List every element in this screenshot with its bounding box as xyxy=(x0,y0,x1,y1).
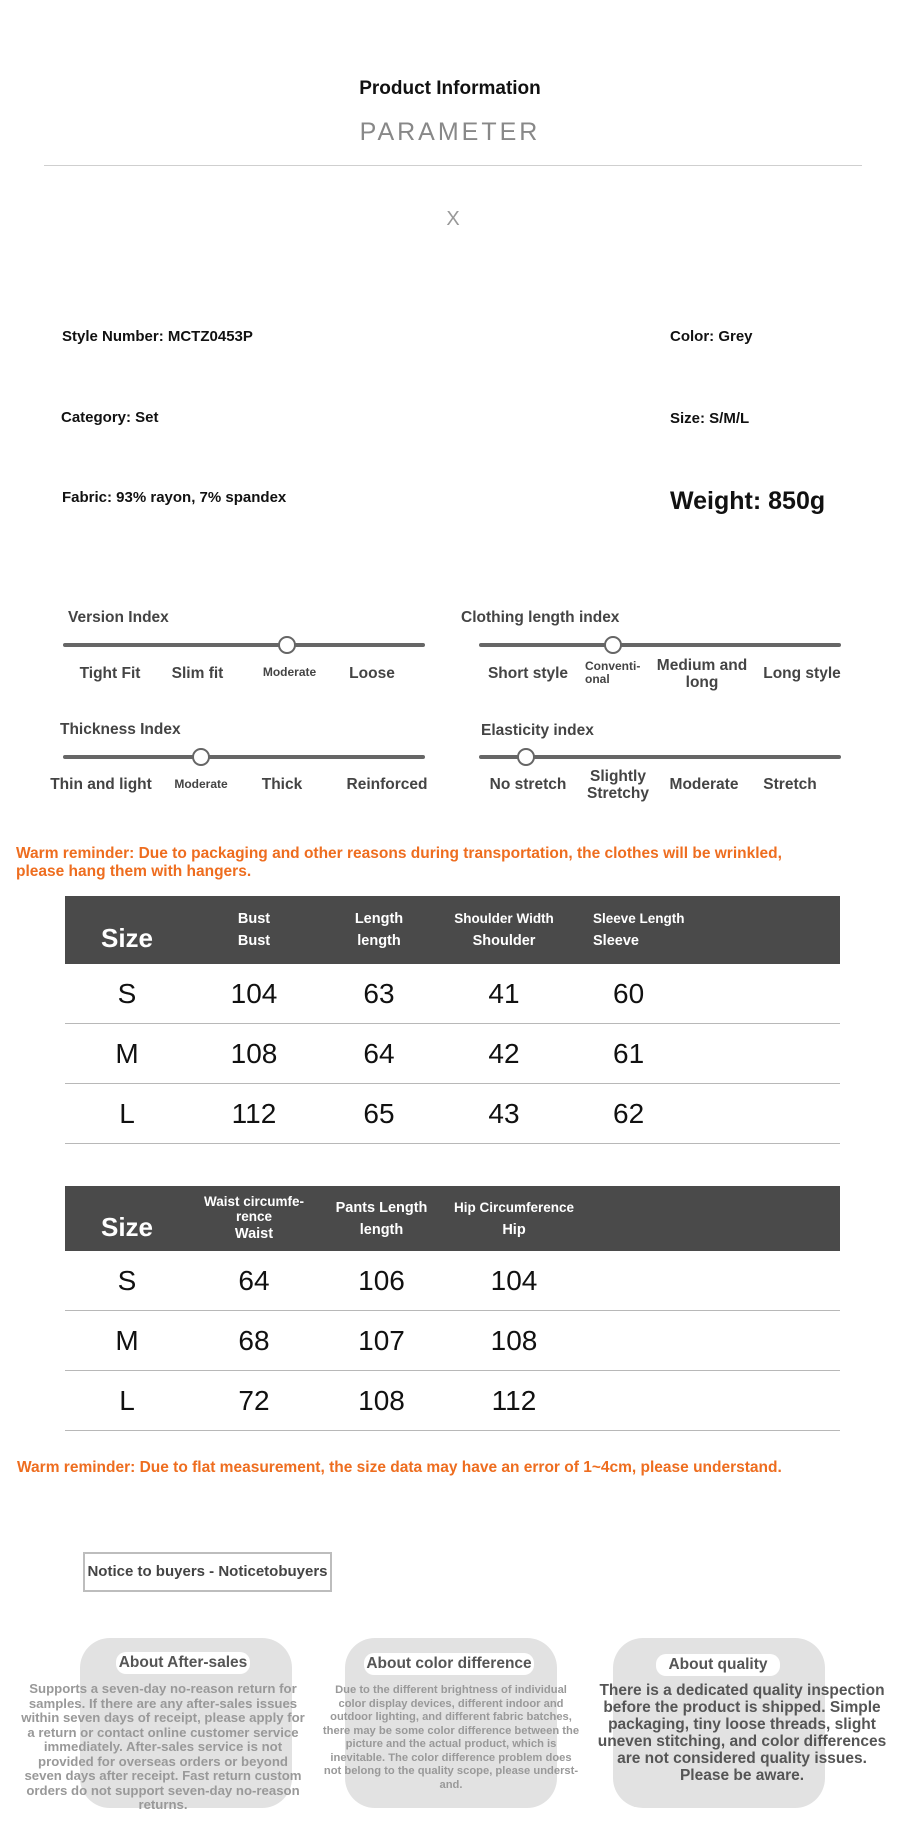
version-label-tight: Tight Fit xyxy=(79,665,141,682)
value-cell: 64 xyxy=(189,1251,319,1311)
value-cell: 42 xyxy=(439,1024,569,1084)
value-cell: 104 xyxy=(444,1251,584,1311)
notice-title: Notice to buyers - Noticetobuyers xyxy=(83,1552,332,1592)
close-icon: X xyxy=(446,208,460,230)
thickness-index-knob xyxy=(192,748,210,766)
value-cell: 60 xyxy=(569,964,733,1024)
header-divider xyxy=(44,165,862,166)
elasticity-label-stretch: Stretch xyxy=(763,776,817,793)
version-index-track xyxy=(63,643,425,647)
size-cell: S xyxy=(65,964,189,1024)
length-label-conventional: Conventi- onal xyxy=(585,659,641,686)
top-header-length-2: length xyxy=(357,933,401,949)
bottom-header-pants-1: Pants Length xyxy=(335,1199,428,1216)
packaging-warning: Warm reminder: Due to packaging and other reasons during transportation, the clothes will be wrinkled, please hang them with hangers. xyxy=(16,845,782,880)
table-row xyxy=(65,1251,840,1311)
elasticity-index-title: Elasticity index xyxy=(481,722,594,739)
top-size-header: Size xyxy=(100,923,154,953)
table-row xyxy=(65,1024,840,1084)
value-cell: 68 xyxy=(189,1311,319,1371)
version-index-title: Version Index xyxy=(68,609,169,626)
table-row xyxy=(65,1311,840,1371)
elasticity-label-slight: Slightly Stretchy xyxy=(586,768,650,802)
value-cell: 108 xyxy=(189,1024,319,1084)
color-difference-title: About color difference xyxy=(364,1653,534,1675)
version-label-loose: Loose xyxy=(349,665,395,682)
elasticity-index-knob xyxy=(517,748,535,766)
value-cell: 65 xyxy=(319,1084,439,1144)
thickness-index-track xyxy=(63,755,425,759)
version-label-slim: Slim fit xyxy=(171,665,224,682)
bottom-header-waist-1: Waist circumfe- rence xyxy=(203,1193,305,1224)
value-cell: 63 xyxy=(319,964,439,1024)
size-cell: S xyxy=(65,1251,189,1311)
size-cell: M xyxy=(65,1024,189,1084)
value-cell: 112 xyxy=(444,1371,584,1431)
value-cell: 64 xyxy=(319,1024,439,1084)
length-index-title: Clothing length index xyxy=(461,609,620,626)
bottom-table-header xyxy=(65,1186,840,1251)
length-label-medium-long: Medium and long xyxy=(656,657,748,691)
version-label-moderate: Moderate xyxy=(262,665,317,679)
color-difference-text: Due to the different brightness of individual color display devices, different indoor and outdoor lighting, and different fabric batches, there may be some color difference between the picture and the actual product, which is inevitable. The color difference problem does not belong to the quality scope, please underst-and. xyxy=(322,1684,580,1791)
weight-attribute: Weight: 850g xyxy=(670,487,826,515)
style-number: Style Number: MCTZ0453P xyxy=(62,328,253,345)
size-attribute: Size: S/M/L xyxy=(670,410,750,427)
top-header-shoulder-1: Shoulder Width xyxy=(454,911,554,926)
size-cell: L xyxy=(65,1084,189,1144)
table-row xyxy=(65,964,840,1024)
table-row xyxy=(65,1371,840,1431)
top-header-shoulder-2: Shoulder xyxy=(472,933,536,949)
fabric-attribute: Fabric: 93% rayon, 7% spandex xyxy=(62,489,287,506)
value-cell: 106 xyxy=(319,1251,444,1311)
thickness-index-title: Thickness Index xyxy=(60,721,181,738)
measurement-warning: Warm reminder: Due to flat measurement, the size data may have an error of 1~4cm, please understand. xyxy=(17,1459,782,1476)
version-index-knob xyxy=(278,636,296,654)
size-cell: L xyxy=(65,1371,189,1431)
value-cell: 41 xyxy=(439,964,569,1024)
thickness-label-reinforced: Reinforced xyxy=(346,776,428,793)
after-sales-title: About After-sales xyxy=(116,1652,250,1674)
color-attribute: Color: Grey xyxy=(670,328,753,345)
value-cell: 72 xyxy=(189,1371,319,1431)
top-table-header xyxy=(65,896,840,964)
page-subtitle: PARAMETER xyxy=(359,118,541,146)
thickness-label-moderate: Moderate xyxy=(174,777,228,791)
value-cell: 108 xyxy=(319,1371,444,1431)
elasticity-label-none: No stretch xyxy=(489,776,567,793)
length-index-knob xyxy=(604,636,622,654)
top-header-bust-2: Bust xyxy=(237,933,271,949)
top-header-sleeve-2: Sleeve xyxy=(593,933,639,949)
quality-text: There is a dedicated quality inspection before the product is shipped. Simple packaging, tiny loose threads, slight uneven stitching, and color differences are not considered quality issues. Please be aware. xyxy=(597,1682,887,1784)
thickness-label-thin: Thin and light xyxy=(50,776,152,793)
after-sales-text: Supports a seven-day no-reason return for samples. If there are any after-sales issues within seven days of receipt, please apply for a return or contact online customer service immediately. After-sales service is not provided for overseas orders or beyond seven days after receipt. Fast return custom orders do not support seven-day no-reason returns. xyxy=(21,1681,305,1812)
length-index-track xyxy=(479,643,841,647)
value-cell: 104 xyxy=(189,964,319,1024)
value-cell: 61 xyxy=(569,1024,733,1084)
table-row xyxy=(65,1084,840,1144)
length-label-long: Long style xyxy=(763,665,841,682)
elasticity-label-moderate: Moderate xyxy=(669,776,739,793)
top-header-bust-1: Bust xyxy=(237,911,271,927)
value-cell: 112 xyxy=(189,1084,319,1144)
top-size-table xyxy=(65,896,840,1144)
length-label-short: Short style xyxy=(487,665,569,682)
value-cell: 108 xyxy=(444,1311,584,1371)
bottom-header-pants-2: length xyxy=(359,1221,404,1238)
page-title: Product Information xyxy=(359,78,541,99)
bottom-size-table xyxy=(65,1186,840,1431)
bottom-header-hip-1: Hip Circumference xyxy=(453,1199,575,1215)
bottom-header-hip-2: Hip xyxy=(502,1221,526,1238)
value-cell: 43 xyxy=(439,1084,569,1144)
category-attribute: Category: Set xyxy=(61,409,159,426)
value-cell: 107 xyxy=(319,1311,444,1371)
bottom-header-waist-2: Waist xyxy=(234,1225,274,1242)
quality-title: About quality xyxy=(656,1654,780,1676)
bottom-size-header: Size xyxy=(100,1212,154,1242)
size-cell: M xyxy=(65,1311,189,1371)
top-header-length-1: Length xyxy=(354,911,404,927)
thickness-label-thick: Thick xyxy=(261,776,303,793)
value-cell: 62 xyxy=(569,1084,733,1144)
top-header-sleeve-1: Sleeve Length xyxy=(593,911,685,926)
